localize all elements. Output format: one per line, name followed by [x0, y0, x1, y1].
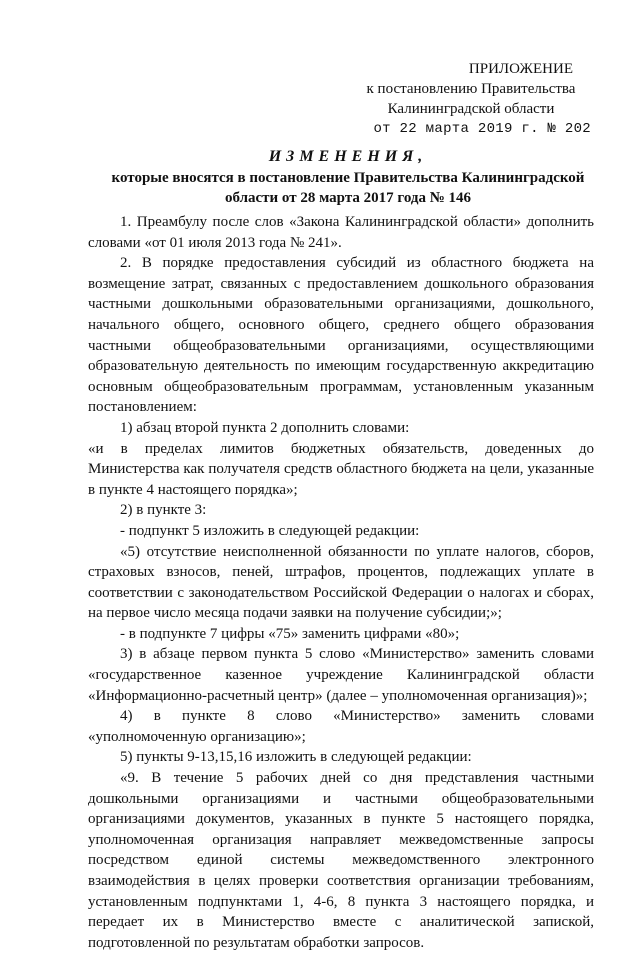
- appendix-header: [351, 59, 591, 139]
- appendix-date-number: от 22 марта 2019 г. № 202: [373, 121, 591, 137]
- document-heading: [88, 146, 608, 208]
- paragraph: 1) абзац второй пункта 2 дополнить словами:: [120, 419, 410, 436]
- paragraph: «9. В течение 5 рабочих дней со дня представления частными дошкольными организациями и частными общеобразовательными организациями документов, указанных в пункте 5 настоящего порядка, уполномоченная организация направляет межведомственные запросы посредством единой системы межведомственного электронного взаимодействия в целях проверки соответствия организации требованиям, установленным подпунктами 1, 4-6, 8 пункта 3 настоящего порядка, и передает их в Министерство вместе с аналитической запиской, подготовленной по результатам обработки запросов.: [88, 770, 594, 951]
- document-title: ИЗМЕНЕНИЯ,: [268, 148, 428, 165]
- paragraph: 5) пункты 9-13,15,16 изложить в следующей редакции:: [120, 749, 472, 766]
- appendix-region: Калининградской области: [387, 101, 555, 117]
- document-subtitle-line2: области от 28 марта 2017 года № 146: [224, 190, 472, 206]
- paragraph: 3) в абзаце первом пункта 5 слово «Министерство» заменить словами «государственное казенное учреждение Калининградской области «Информационно-расчетный центр» (далее – уполномоченная организация)»;: [88, 646, 594, 704]
- paragraph: 1. Преамбулу после слов «Закона Калининградской области» дополнить словами «от 01 июля 2013 года № 241».: [88, 214, 594, 251]
- appendix-label: ПРИЛОЖЕНИЕ: [468, 61, 573, 77]
- paragraph: 4) в пункте 8 слово «Министерство» заменить словами «уполномоченную организацию»;: [88, 708, 594, 745]
- document-body: [88, 212, 594, 953]
- paragraph: «и в пределах лимитов бюджетных обязательств, доведенных до Министерства как получателя средств областного бюджета на цели, указанные в пункте 4 настоящего порядка»;: [88, 440, 594, 498]
- paragraph: - подпункт 5 изложить в следующей редакции:: [120, 522, 420, 539]
- document-subtitle-line1: которые вносятся в постановление Правительства Калининградской: [111, 170, 585, 186]
- paragraph: 2. В порядке предоставления субсидий из областного бюджета на возмещение затрат, связанных с предоставлением дошкольного образования частными дошкольными образовательными организациями, дошкольного, начального общего, основного общего, среднего общего образования частными общеобразовательными организациями, осуществляющими образовательную деятельность по имеющим государственную аккредитацию основным общеобразовательным программам, установленным указанным постановлением:: [88, 255, 594, 416]
- paragraph: «5) отсутствие неисполненной обязанности по уплате налогов, сборов, страховых взносов, пеней, штрафов, процентов, подлежащих уплате в соответствии с законодательством Российской Федерации о налогах и сборах, на первое число месяца подачи заявки на получение субсидии;»;: [88, 543, 594, 622]
- paragraph: - в подпункте 7 цифры «75» заменить цифрами «80»;: [120, 625, 460, 642]
- paragraph: 2) в пункте 3:: [120, 502, 207, 519]
- appendix-reference: к постановлению Правительства: [366, 81, 576, 97]
